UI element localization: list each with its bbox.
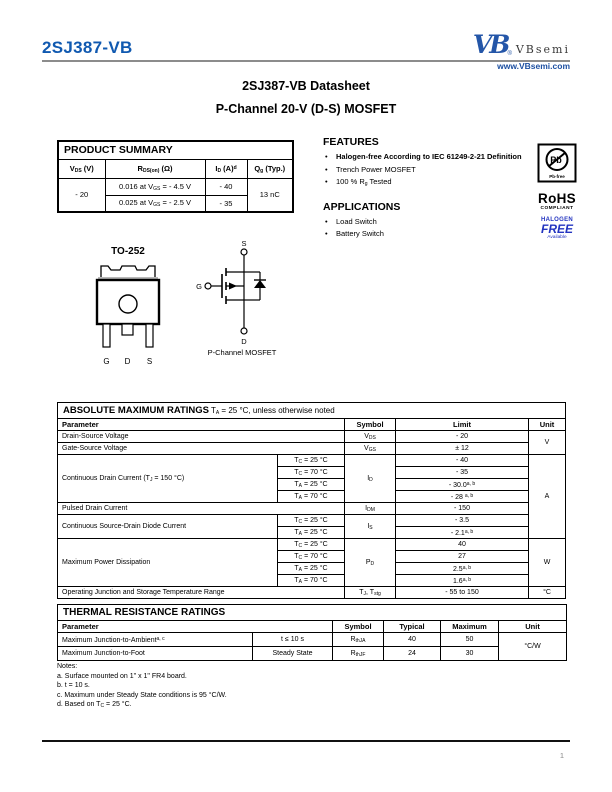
thermal-typical: 24 xyxy=(384,647,441,661)
amr-condition: $T_C = 70$ °C xyxy=(278,467,345,479)
mosfet-symbol-figure xyxy=(192,238,292,353)
svg-text:S: S xyxy=(146,357,153,366)
thermal-header-symbol: Symbol xyxy=(333,621,384,633)
amr-limit: 27 xyxy=(396,551,529,563)
amr-limit: 1.6$^{a, b}$ xyxy=(396,575,529,587)
amr-param: Maximum Power Dissipation xyxy=(58,539,278,587)
amr-symbol: $I_S$ xyxy=(345,515,396,539)
amr-limit: - 2.1$^{a, b}$ xyxy=(396,527,529,539)
document-subtitle: P-Channel 20-V (D-S) MOSFET xyxy=(215,102,397,116)
amr-condition: $T_C = 25$ °C xyxy=(278,539,345,551)
registered-mark: ® xyxy=(507,51,512,57)
mosfet-symbol-caption: P-Channel MOSFET xyxy=(207,348,277,357)
id-row2-cell: - 35 xyxy=(205,195,247,212)
id-row1-cell: - 40 xyxy=(205,178,247,195)
amr-symbol: $V_{DS}$ xyxy=(345,431,396,443)
feature-item: • Halogen-free According to IEC 61249-2-21 Definition xyxy=(323,152,531,162)
amr-unit: A xyxy=(529,455,566,539)
amr-symbol: $I_{DM}$ xyxy=(345,503,396,515)
thermal-resistance-table xyxy=(57,604,567,661)
thermal-param: Maximum Junction-to-Foot xyxy=(58,647,253,661)
amr-symbol: $T_J$, $T_{stg}$ xyxy=(345,587,396,599)
svg-text:Pb-free: Pb-free xyxy=(549,174,565,179)
rdson-row2-cell: 0.025 at $V_{GS}$ = - 2.5 V xyxy=(105,195,205,212)
amr-param: Drain-Source Voltage xyxy=(58,431,345,443)
thermal-param: Maximum Junction-to-Ambient$^{a, c}$ xyxy=(58,633,253,647)
amr-condition: $T_C = 25$ °C xyxy=(278,455,345,467)
thermal-maximum: 50 xyxy=(441,633,499,647)
amr-param: Pulsed Drain Current xyxy=(58,503,345,515)
thermal-header-parameter: Parameter xyxy=(58,621,333,633)
amr-param: Gate-Source Voltage xyxy=(58,443,345,455)
amr-limit: - 20 xyxy=(396,431,529,443)
document-title: 2SJ387-VB Datasheet xyxy=(242,79,370,93)
application-item: • Load Switch xyxy=(323,217,531,227)
amr-limit: ± 12 xyxy=(396,443,529,455)
svg-text:D: D xyxy=(124,357,131,366)
absolute-maximum-ratings-table xyxy=(57,402,566,599)
thermal-title-bar: THERMAL RESISTANCE RATINGS xyxy=(58,605,567,621)
thermal-header-unit: Unit xyxy=(499,621,567,633)
feature-item: • Trench Power MOSFET xyxy=(323,165,531,175)
amr-limit: 40 xyxy=(396,539,529,551)
amr-header-symbol: Symbol xyxy=(345,419,396,431)
notes-section xyxy=(57,662,227,712)
amr-limit: - 30.0$^{a, b}$ xyxy=(396,479,529,491)
svg-text:G: G xyxy=(103,357,110,366)
amr-limit: - 3.5 xyxy=(396,515,529,527)
amr-limit: - 55 to 150 xyxy=(396,587,529,599)
amr-condition: $T_A = 25$ °C xyxy=(278,479,345,491)
qg-value-cell: 13 nC xyxy=(247,178,293,212)
col-header-qg: $Q_g$ (Typ.) xyxy=(247,159,293,178)
amr-title-bar: ABSOLUTE MAXIMUM RATINGS $T_A = 25$ °C, unless otherwise noted xyxy=(58,403,566,419)
feature-item: • 100 % $R_g$ Tested xyxy=(323,177,531,190)
col-header-rdson: $R_{DS(on)}$ (Ω) xyxy=(105,159,205,178)
product-summary-table xyxy=(57,140,294,213)
vbsemi-url: www.VBsemi.com xyxy=(497,61,570,71)
svg-text:D: D xyxy=(241,337,247,346)
svg-text:Pb: Pb xyxy=(550,155,562,165)
vbsemi-logo-text: VBsemi xyxy=(515,43,570,56)
features-section xyxy=(323,136,531,242)
note-d: d. Based on $T_C = 25$ °C. xyxy=(57,701,132,709)
col-header-vds: $V_{DS}$ (V) xyxy=(58,159,105,178)
features-heading: FEATURES xyxy=(323,136,379,148)
amr-condition: $T_A = 70$ °C xyxy=(278,575,345,587)
compliance-badge xyxy=(536,143,578,240)
thermal-header-typical: Typical xyxy=(384,621,441,633)
rohs-label: RoHS xyxy=(538,191,576,206)
amr-unit: V xyxy=(529,431,566,455)
package-figure xyxy=(82,246,174,372)
amr-symbol: $I_D$ xyxy=(345,455,396,503)
thermal-typical: 40 xyxy=(384,633,441,647)
amr-condition: $T_C = 70$ °C xyxy=(278,551,345,563)
product-summary-title: PRODUCT SUMMARY xyxy=(58,141,293,159)
package-name: TO-252 xyxy=(111,246,145,257)
thermal-header-maximum: Maximum xyxy=(441,621,499,633)
amr-condition: $T_A = 70$ °C xyxy=(278,491,345,503)
svg-text:S: S xyxy=(241,239,247,248)
amr-condition: $T_A = 25$ °C xyxy=(278,527,345,539)
notes-title: Notes: xyxy=(57,663,78,670)
applications-heading: APPLICATIONS xyxy=(323,200,401,213)
pb-free-icon xyxy=(537,143,577,183)
amr-unit: W xyxy=(529,539,566,587)
vds-value-cell: - 20 xyxy=(58,178,105,212)
amr-param: Continuous Source-Drain Diode Current xyxy=(58,515,278,539)
amr-symbol: $P_D$ xyxy=(345,539,396,587)
amr-limit: - 28 $^{a, b}$ xyxy=(396,491,529,503)
halogen-label: HALOGEN xyxy=(540,217,574,223)
amr-header-limit: Limit xyxy=(396,419,529,431)
amr-symbol: $V_{GS}$ xyxy=(345,443,396,455)
svg-text:G: G xyxy=(196,282,202,291)
part-number-heading: 2SJ387-VB xyxy=(42,38,133,57)
package-pin-labels xyxy=(82,355,174,367)
to-252-drawing-icon xyxy=(82,261,174,349)
thermal-condition: t ≤ 10 s xyxy=(253,633,333,647)
vbsemi-logo-icon: VB xyxy=(472,30,508,59)
amr-condition: $T_A = 25$ °C xyxy=(278,563,345,575)
thermal-condition: Steady State xyxy=(253,647,333,661)
amr-condition: $T_C = 25$ °C xyxy=(278,515,345,527)
thermal-symbol: $R_{thJF}$ xyxy=(333,647,384,661)
halogen-free-label: FREE xyxy=(540,222,573,236)
amr-limit: - 35 xyxy=(396,467,529,479)
footer-divider xyxy=(42,740,570,742)
note-a: a. Surface mounted on 1" x 1" FR4 board. xyxy=(57,672,187,680)
amr-header-parameter: Parameter xyxy=(58,419,345,431)
amr-unit: °C xyxy=(529,587,566,599)
amr-limit: - 150 xyxy=(396,503,529,515)
note-b: b. t = 10 s. xyxy=(57,682,90,689)
amr-param: Continuous Drain Current ($T_J = 150$ °C) xyxy=(58,455,278,503)
thermal-symbol: $R_{thJA}$ xyxy=(333,633,384,647)
amr-header-unit: Unit xyxy=(529,419,566,431)
vbsemi-logo xyxy=(472,30,570,71)
amr-param: Operating Junction and Storage Temperature Range xyxy=(58,587,345,599)
rdson-row1-cell: 0.016 at $V_{GS}$ = - 4.5 V xyxy=(105,178,205,195)
amr-limit: - 40 xyxy=(396,455,529,467)
available-label: Available xyxy=(547,235,567,240)
note-c: c. Maximum under Steady State conditions is 95 °C/W. xyxy=(57,691,227,699)
thermal-unit: °C/W xyxy=(499,633,567,661)
page-number: 1 xyxy=(559,751,564,760)
application-item: • Battery Switch xyxy=(323,229,531,239)
thermal-maximum: 30 xyxy=(441,647,499,661)
rohs-compliant-label: COMPLIANT xyxy=(540,206,574,211)
col-header-id: $I_D$ $(A)^d$ xyxy=(205,159,247,178)
p-channel-mosfet-symbol-icon xyxy=(192,238,292,348)
amr-limit: 2.5$^{a, b}$ xyxy=(396,563,529,575)
